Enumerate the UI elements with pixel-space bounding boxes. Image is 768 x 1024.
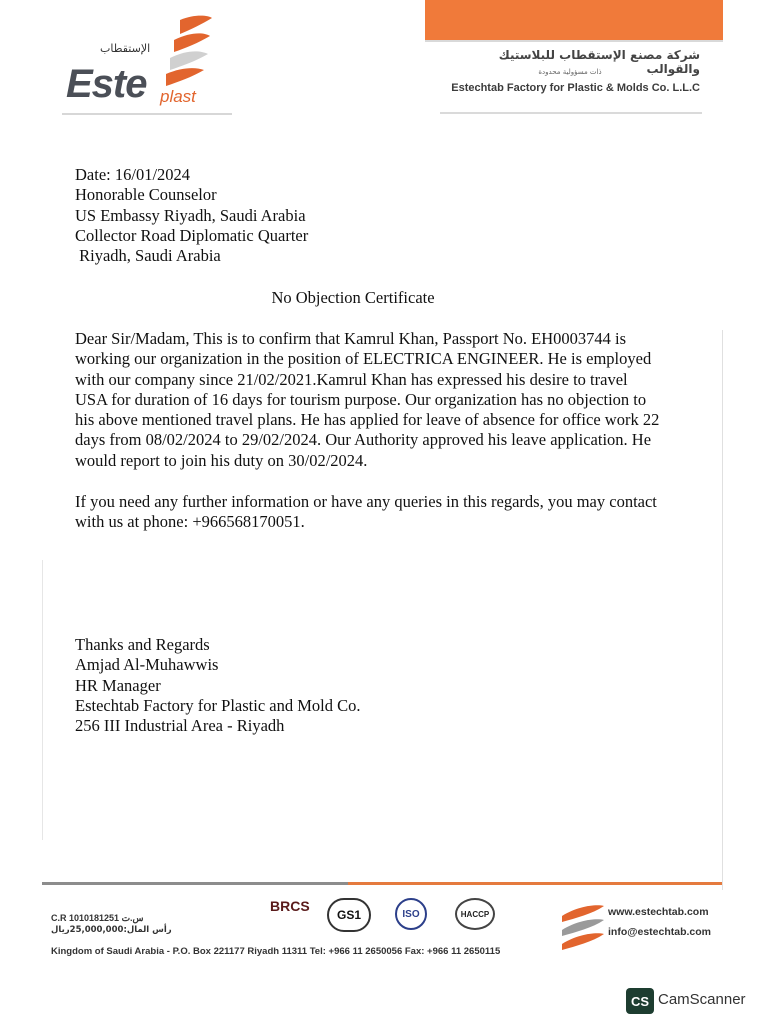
logo-divider [62, 113, 232, 115]
body-line: days from 08/02/2024 to 29/02/2024. Our Authority approved his leave application. He [75, 430, 652, 450]
company-name-english: Estechtab Factory for Plastic & Molds Co. L.L.C [451, 82, 700, 94]
logo-arabic-text: الإستقطاب [100, 42, 151, 55]
header-accent-bar [425, 0, 723, 42]
company-type-arabic: ذات مسؤولية محدودة [538, 68, 602, 76]
scan-edge-right [722, 330, 723, 890]
contact-line: If you need any further information or have any queries in this regards, you may contact [75, 492, 657, 511]
logo-plast-text: plast [160, 87, 196, 106]
company-name-arabic: شركة مصنع الإستقطاب للبلاستيك والقوالب [498, 48, 700, 76]
gs1-badge: GS1 [327, 898, 371, 932]
capital-arabic: رأس المال:25,000,000ريال [51, 925, 172, 935]
signature-line: 256 III Industrial Area - Riyadh [75, 716, 285, 736]
address-line: Date: 16/01/2024 [75, 165, 191, 184]
haccp-badge: HACCP [455, 898, 495, 930]
signature-line: Thanks and Regards [75, 635, 210, 654]
logo-este-text: Este [66, 62, 147, 106]
footer-email: info@estechtab.com [608, 926, 712, 938]
footer-divider [42, 882, 722, 885]
contact-line: with us at phone: +966568170051. [75, 512, 305, 532]
brcs-badge: BRCS [270, 898, 310, 914]
signature-line: HR Manager [75, 675, 161, 695]
header-divider [440, 112, 702, 114]
body-line: would report to join his duty on 30/02/2024. [75, 450, 368, 470]
footer-address: Kingdom of Saudi Arabia - P.O. Box 221177 Riyadh 11311 Tel: +966 11 2650056 Fax: +966 11 2650115 [51, 946, 501, 957]
scan-edge-left [42, 560, 43, 840]
body-line: Dear Sir/Madam, This is to confirm that Kamrul Khan, Passport No. EH0003744 is [75, 329, 627, 348]
camscanner-label: CamScanner [658, 991, 746, 1008]
address-line: Collector Road Diplomatic Quarter [75, 225, 309, 245]
body-line: USA for duration of 16 days for tourism purpose. Our organization has no objection to [75, 389, 647, 409]
contact-paragraph [75, 492, 657, 533]
iso-badge: ISO [395, 898, 427, 930]
camscanner-icon: CS [626, 988, 654, 1014]
signature-line: Estechtab Factory for Plastic and Mold Co. [75, 695, 361, 715]
recipient-address [75, 165, 308, 266]
address-line: Honorable Counselor [75, 185, 217, 205]
signature-line: Amjad Al-Muhawwis [75, 655, 219, 675]
letter-body [75, 329, 659, 471]
commercial-registration: C.R 1010181251 س.ت [51, 913, 144, 923]
footer-logo-icon [560, 902, 606, 950]
address-line: US Embassy Riyadh, Saudi Arabia [75, 205, 306, 225]
letter-title: No Objection Certificate [271, 288, 435, 307]
signature-block [75, 635, 361, 736]
footer-website: www.estechtab.com [608, 906, 709, 918]
body-line: his above mentioned travel plans. He has applied for leave of absence for office work 22 [75, 410, 660, 430]
body-line: working our organization in the position of ELECTRICA ENGINEER. He is employed [75, 349, 652, 369]
address-line: Riyadh, Saudi Arabia [75, 246, 221, 266]
body-line: with our company since 21/02/2021.Kamrul Khan has expressed his desire to travel [75, 369, 628, 389]
